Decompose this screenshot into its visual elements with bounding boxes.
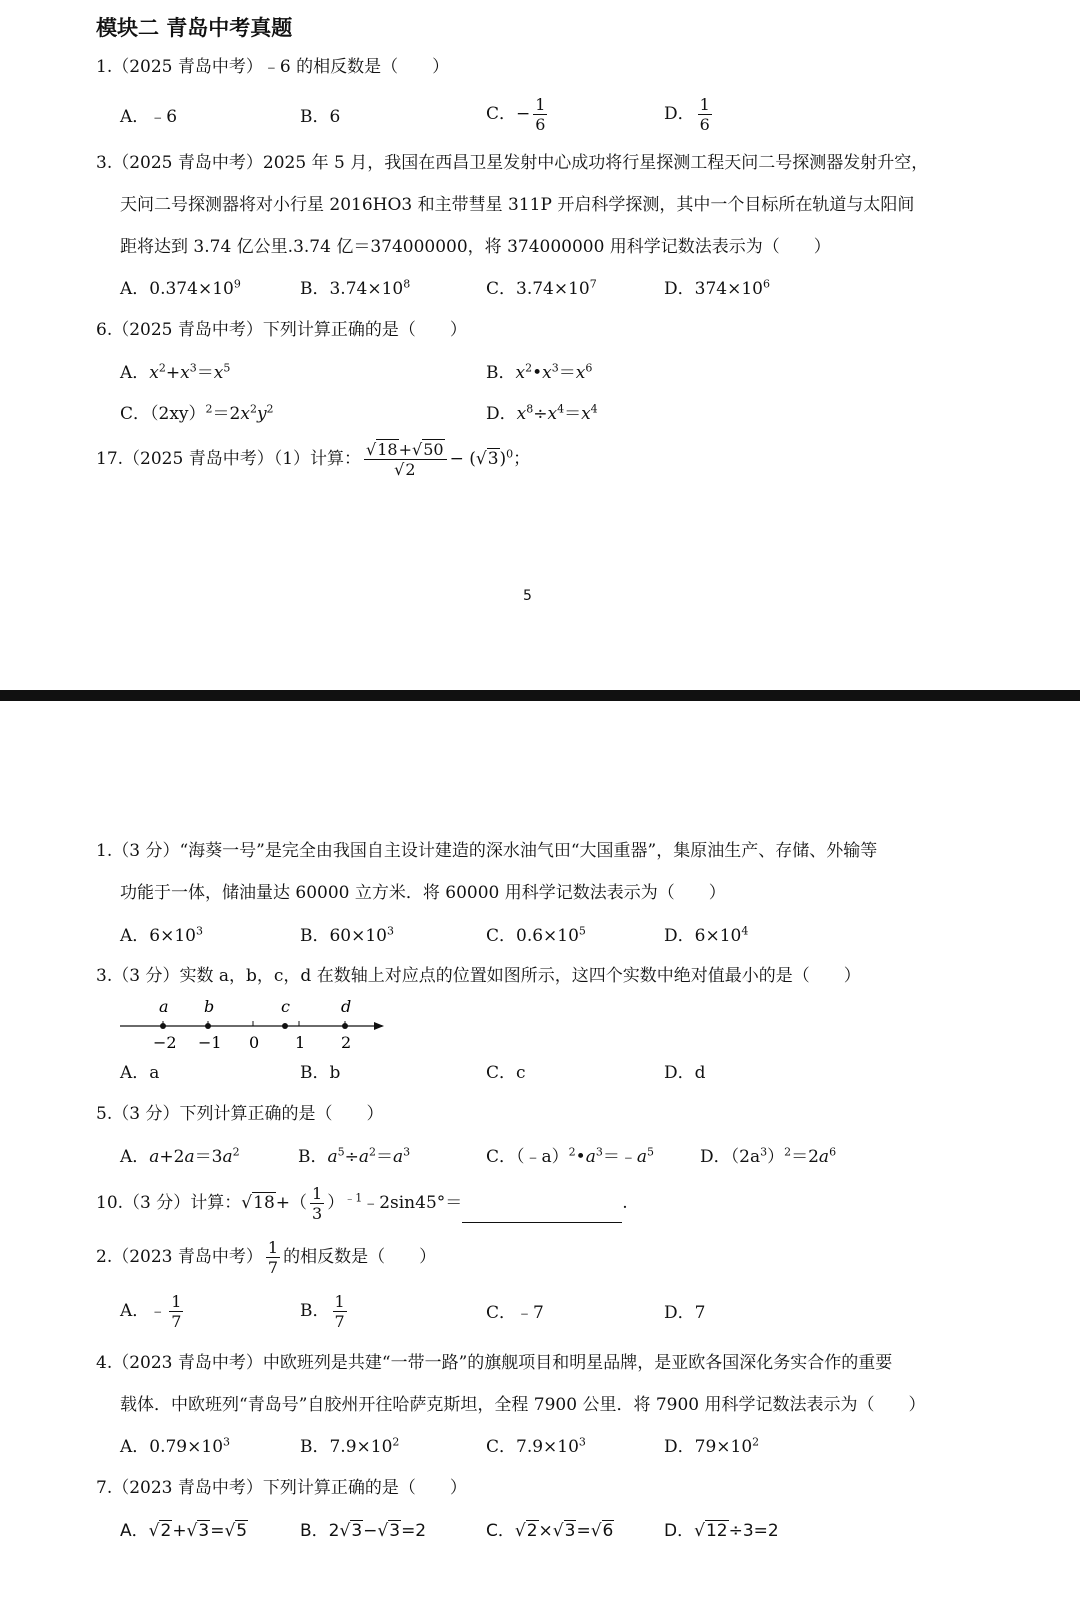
option-bottom-7c: C．√2×√3=√6	[486, 1521, 614, 1541]
page-divider	[0, 690, 1080, 701]
option-bottom-2a: A．﹣ $\frac{1}{7}$	[120, 1292, 182, 1331]
section-title: 模块二 青岛中考真题	[96, 16, 293, 40]
option-top-1d: D． $\frac{1}{6}$	[664, 95, 710, 134]
question-top-6: 6.（2025 青岛中考）下列计算正确的是（ ）	[96, 320, 467, 340]
option-bottom-7b: B．2√3−√3=2	[300, 1521, 427, 1541]
point-c	[282, 1023, 288, 1029]
option-top-1b: B．6	[300, 107, 341, 127]
option-bottom-4a: A．$0.79\times 10^3$	[120, 1435, 231, 1457]
option-bottom-7d: D．√12÷3=2	[664, 1521, 779, 1541]
option-top-6c: C．$(2xy)^2=2x^2y^2$	[120, 402, 274, 424]
option-top-3a: A．$0.374\times 10^9$	[120, 277, 241, 299]
option-top-3d: D．$374\times 10^6$	[664, 277, 770, 299]
tick-label-neg1: −1	[198, 1033, 222, 1052]
question-bottom-3: 3.（3 分）实数 a，b，c，d 在数轴上对应点的位置如图所示，这四个实数中绝对值最小的是（ ）	[96, 966, 861, 986]
option-bottom-5a: A．$a+2a=3a^2$	[120, 1145, 240, 1167]
option-top-6d: D．$x^8\div x^4=x^4$	[486, 402, 598, 424]
question-bottom-2: 2.（2023 青岛中考） $\frac{1}{7}$ 的相反数是（ ）	[96, 1238, 437, 1277]
page-number: 5	[523, 588, 532, 604]
question-bottom-7: 7.（2023 青岛中考）下列计算正确的是（ ）	[96, 1478, 467, 1498]
option-bottom-1b: B．$60\times 10^3$	[300, 924, 395, 946]
option-bottom-3b: B．b	[300, 1063, 341, 1083]
option-bottom-5c: C．$(﹣a)^2•a^3=﹣a^5$	[486, 1145, 654, 1167]
option-bottom-4b: B．$7.9\times 10^2$	[300, 1435, 400, 1457]
option-top-1c: C．− $\frac{1}{6}$	[486, 95, 546, 134]
option-top-3c: C．$3.74\times 10^7$	[486, 277, 597, 299]
question-top-1: 1.（2025 青岛中考）﹣6 的相反数是（ ）	[96, 57, 450, 77]
answer-blank	[462, 1206, 622, 1223]
tick-label-2: 2	[341, 1033, 352, 1052]
option-bottom-4d: D．$79\times 10^2$	[664, 1435, 760, 1457]
tick-label-0: 0	[249, 1033, 260, 1052]
label-c: c	[281, 997, 290, 1016]
option-bottom-2c: C．﹣7	[486, 1303, 544, 1323]
option-bottom-3a: A．a	[120, 1063, 160, 1083]
question-top-3-line3: 距将达到 3.74 亿公里.3.74 亿＝374000000，将 374000000 用科学记数法表示为（ ）	[120, 237, 831, 257]
option-top-1a: A．﹣6	[120, 107, 178, 127]
label-b: b	[204, 997, 215, 1016]
point-d	[342, 1023, 348, 1029]
option-bottom-2d: D．7	[664, 1303, 706, 1323]
tick-label-1: 1	[295, 1033, 306, 1052]
option-bottom-7a: A．√2+√3=√5	[120, 1521, 248, 1541]
option-top-3b: B．$3.74\times 10^8$	[300, 277, 411, 299]
point-a	[160, 1023, 166, 1029]
option-bottom-3d: D．d	[664, 1063, 706, 1083]
question-top-17: 17.（2025 青岛中考）（1）计算： $\frac{√18+√50}{√2}$ − $(√3)^0$；	[96, 440, 531, 479]
option-bottom-4c: C．$7.9\times 10^3$	[486, 1435, 586, 1457]
question-bottom-1-line2: 功能于一体，储油量达 60000 立方米．将 60000 用科学记数法表示为（ ）	[120, 883, 726, 903]
question-bottom-4-line2: 载体．中欧班列“青岛号”自胶州开往哈萨克斯坦，全程 7900 公里．将 7900 用科学记数法表示为（ ）	[120, 1395, 926, 1415]
tick-label-neg2: −2	[153, 1033, 177, 1052]
point-b	[205, 1023, 211, 1029]
label-d: d	[341, 997, 352, 1016]
question-top-3-line1: 3.（2025 青岛中考）2025 年 5 月，我国在西昌卫星发射中心成功将行星探测工程天问二号探测器发射升空，	[96, 153, 929, 173]
option-bottom-1c: C．$0.6\times 10^5$	[486, 924, 586, 946]
option-bottom-2b: B． $\frac{1}{7}$	[300, 1292, 345, 1331]
option-bottom-3c: C．c	[486, 1063, 526, 1083]
question-bottom-5: 5.（3 分）下列计算正确的是（ ）	[96, 1104, 384, 1124]
option-top-6a: A．$x^2+x^3=x^5$	[120, 361, 231, 383]
question-bottom-4-line1: 4.（2023 青岛中考）中欧班列是共建“一带一路”的旗舰项目和明星品牌，是亚欧各国深化务实合作的重要	[96, 1353, 893, 1373]
question-bottom-10: 10.（3 分）计算：√18+（ $\frac{1}{3}$ ）$^{﹣1}$﹣2sin45°＝ .	[96, 1184, 628, 1223]
option-bottom-5b: B．$a^5\div a^2=a^3$	[298, 1145, 411, 1167]
number-line-arrow	[374, 1022, 384, 1030]
question-top-3-line2: 天问二号探测器将对小行星 2016HO3 和主带彗星 311P 开启科学探测，其中一个目标所在轨道与太阳间	[120, 195, 915, 215]
label-a: a	[159, 997, 169, 1016]
number-line	[110, 992, 400, 1062]
option-bottom-1a: A．$6\times 10^3$	[120, 924, 203, 946]
option-top-6b: B．$x^2•x^3=x^6$	[486, 361, 593, 383]
option-bottom-1d: D．$6\times 10^4$	[664, 924, 749, 946]
question-bottom-1-line1: 1.（3 分）“海葵一号”是完全由我国自主设计建造的深水油气田“大国重器”，集原油生产、存储、外输等	[96, 841, 878, 861]
option-bottom-5d: D．$(2a^3)^2=2a^6$	[700, 1145, 837, 1167]
